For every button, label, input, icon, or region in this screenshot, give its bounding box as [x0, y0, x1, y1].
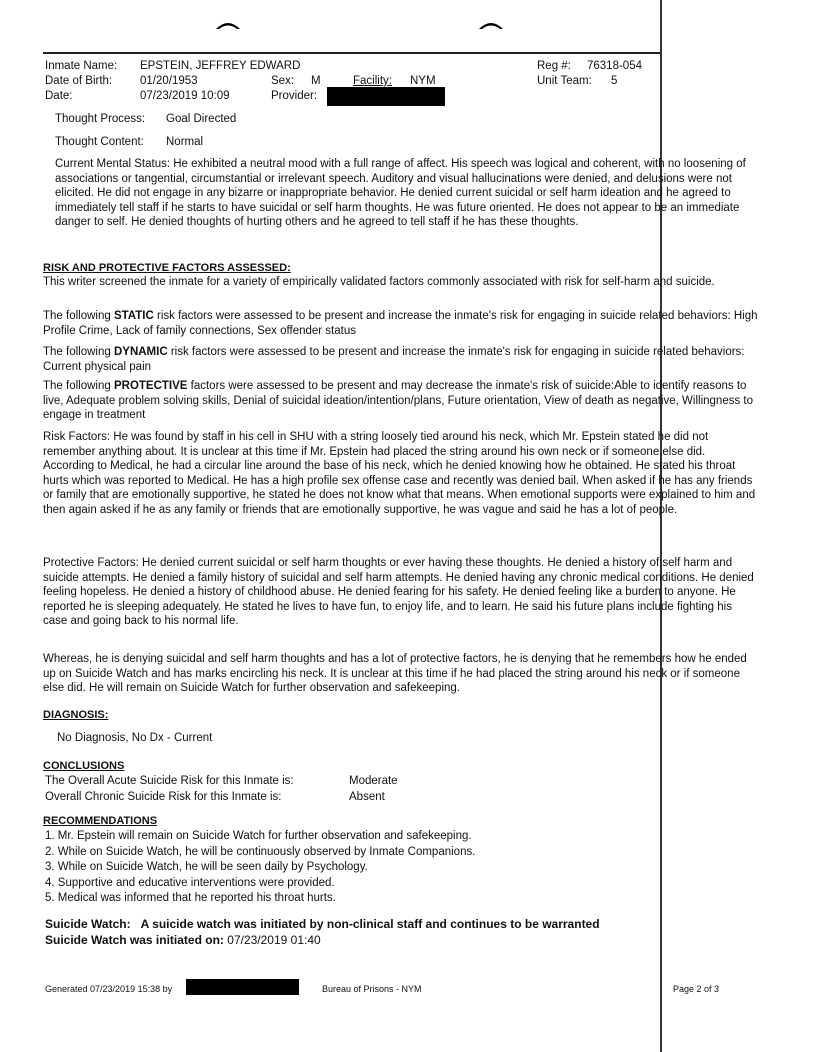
date-value: 07/23/2019 10:09: [140, 90, 230, 102]
provider-redaction: [327, 87, 445, 106]
risk-factors-narrative: Risk Factors: He was found by staff in his cell in SHU with a string loosely tied around his neck, which Mr. Epstein stated he did not remember anything about. It is unclear at this time if Mr. Epstein had placed the string around his own neck or if someone else did. According to Medical, he had a circular line around the base of his neck, which he denied knowing how he obtained. He stated his throat hurts which was reported to Medical. He has a high profile sex offense case and recently was denied bail. When asked if he has any friends or family that are emotionally supportive, he stated he does not know what that means. When emotional supports were explained to him and then again asked if he as any family or friends that are emotionally supportive, he was vague and said he has a lot of people.: [43, 431, 756, 516]
thought-process-value: Goal Directed: [166, 113, 237, 125]
dob-label: Date of Birth:: [45, 75, 113, 87]
footer-generated: Generated 07/23/2019 15:38 by: [45, 984, 173, 994]
footer-bureau: Bureau of Prisons - NYM: [322, 984, 422, 994]
recommendations-heading: RECOMMENDATIONS: [43, 815, 158, 827]
list-item: 5. Medical was informed that he reported his throat hurts.: [45, 892, 336, 904]
acute-risk-label: The Overall Acute Suicide Risk for this Inmate is:: [45, 775, 294, 787]
thought-content-label: Thought Content:: [55, 136, 144, 148]
protective-factors-narrative: Protective Factors: He denied current suicidal or self harm thoughts or ever having these thoughts. He denied a history of self harm and suicide attempts. He denied a family history of suicidal and self harm attempts. He denied having any chronic medical conditions. He denied feeling hopeless. He denied a history of childhood abuse. He denied fearing for his safety. He denied feeling like a burden to anyone. He reported he is sleeping adequately. He stated he lives to have fun, to enjoy life, and to learn. He said his future plans include fighting his case and going back to his normal life.: [43, 557, 754, 627]
chronic-risk-label: Overall Chronic Suicide Risk for this Inmate is:: [45, 791, 282, 803]
sex-value: M: [311, 75, 321, 87]
inmate-name: EPSTEIN, JEFFREY EDWARD: [140, 60, 301, 72]
punch-hole-right: [478, 20, 504, 30]
suicide-watch-initiated: Suicide Watch was initiated on: 07/23/2019 01:40: [45, 933, 321, 947]
thought-process-label: Thought Process:: [55, 113, 146, 125]
risk-heading: RISK AND PROTECTIVE FACTORS ASSESSED:: [43, 262, 291, 274]
inmate-name-label: Inmate Name:: [45, 60, 118, 72]
reg-value: 76318-054: [587, 60, 642, 72]
generated-by-redaction: [186, 979, 299, 995]
suicide-watch-line: Suicide Watch: A suicide watch was initiated by non-clinical staff and continues to be warranted: [45, 917, 600, 931]
dob-value: 01/20/1953: [140, 75, 198, 87]
acute-risk-value: Moderate: [349, 775, 398, 787]
reg-label: Reg #:: [537, 60, 571, 72]
unit-team-value: 5: [611, 75, 618, 87]
list-item: 2. While on Suicide Watch, he will be continuously observed by Inmate Companions.: [45, 845, 476, 858]
facility-value: NYM: [410, 75, 436, 87]
static-risk-factors: The following STATIC risk factors were assessed to be present and increase the inmate's risk for engaging in suicide related behaviors: High Profile Crime, Lack of family connections, Sex offender status: [43, 310, 758, 337]
footer-page-number: Page 2 of 3: [673, 984, 720, 994]
provider-label: Provider:: [271, 90, 318, 102]
sex-label: Sex:: [271, 75, 295, 87]
conclusions-heading: CONCLUSIONS: [43, 760, 125, 772]
whereas-summary: Whereas, he is denying suicidal and self harm thoughts and has a lot of protective factors, he is denying that he remembers how he ended up on Suicide Watch and has marks encircling his neck. It is unclear at this time if he had placed the string around his neck or if someone else did. He will remain on Suicide Watch for further observation and safekeeping.: [43, 653, 747, 694]
punch-hole-left: [215, 20, 241, 30]
unit-team-label: Unit Team:: [537, 75, 592, 87]
facility-label: Facility:: [353, 75, 392, 87]
chronic-risk-value: Absent: [349, 791, 385, 803]
current-mental-status: Current Mental Status: He exhibited a neutral mood with a full range of affect. His speech was logical and coherent, with no loosening of associations or tangential, circumstantial or irrelevant speech. Auditory and visual hallucinations were denied, and delusions were not elicited. He did not engage in any bizarre or inappropriate behavior. He denied current suicidal or self harm ideation and he agreed to immediately tell staff if he starts to have suicidal or self harm thoughts. He was future oriented. He does not appear to be an immediate danger to self. He denied thoughts of hurting others and he agreed to tell staff if he has these thoughts.: [55, 158, 746, 228]
list-item: 3. While on Suicide Watch, he will be seen daily by Psychology.: [45, 861, 368, 873]
recommendations-list: [45, 829, 475, 907]
thought-content-value: Normal: [166, 136, 204, 148]
date-label: Date:: [45, 90, 73, 102]
dynamic-risk-factors: The following DYNAMIC risk factors were assessed to be present and increase the inmate's risk for engaging in suicide related behaviors: Current physical pain: [43, 346, 745, 373]
header-rule: [43, 52, 660, 54]
diagnosis-heading: DIAGNOSIS:: [43, 709, 109, 721]
risk-intro: This writer screened the inmate for a variety of empirically validated factors commonly associated with risk for self-harm and suicide.: [43, 276, 715, 288]
list-item: 4. Supportive and educative interventions were provided.: [45, 876, 335, 889]
protective-factors-list: The following PROTECTIVE factors were assessed to be present and may decrease the inmate's risk of suicide:Able to identify reasons to live, Adequate problem solving skills, Denial of suicidal ideation/intention/plans, Future orientation, View of death as negative, Willingness to engage in treatment: [43, 380, 754, 421]
list-item: 1. Mr. Epstein will remain on Suicide Watch for further observation and safekeeping.: [45, 830, 472, 842]
diagnosis-text: No Diagnosis, No Dx - Current: [57, 732, 213, 744]
